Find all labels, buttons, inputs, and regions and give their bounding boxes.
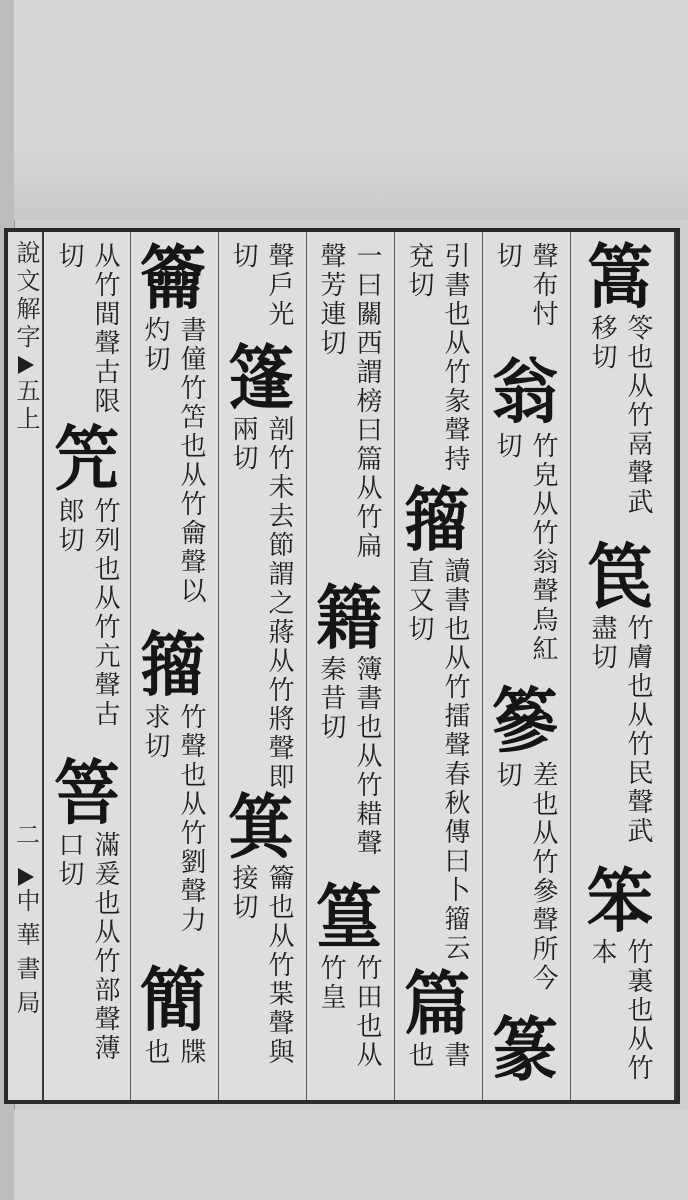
text-column-2 [484, 242, 566, 1090]
book-title: 說文解字 [12, 240, 40, 352]
gloss-text: 从竹間聲古限切 [54, 242, 120, 416]
fishtail-mark-icon [18, 868, 34, 886]
column-rule [482, 232, 483, 1100]
gloss-text: 書僮竹笘也从竹龠聲以灼切 [140, 316, 206, 607]
gloss-text: 差也从竹參聲所今切 [492, 761, 558, 994]
gloss-text: 牒也 [140, 1037, 206, 1067]
seal-character: 箕 [228, 785, 294, 868]
seal-character: 籍 [316, 576, 382, 659]
gloss-text: 聲布忖切 [492, 242, 558, 329]
seal-character: 籥 [140, 237, 206, 320]
printed-page-frame [4, 228, 680, 1104]
fishtail-mark-icon [18, 356, 34, 374]
margin-rule [674, 232, 676, 1100]
column-rule [130, 232, 131, 1100]
page-number: 二 [11, 822, 40, 846]
gloss-text: 滿爰也从竹部聲薄口切 [54, 830, 120, 1063]
column-rule [306, 232, 307, 1100]
center-margin-strip [8, 232, 44, 1100]
seal-character: 箁 [54, 751, 120, 834]
seal-character: 笢 [587, 535, 653, 618]
seal-character: 篙 [587, 236, 653, 319]
seal-character: 笨 [587, 860, 653, 943]
seal-character: 篁 [316, 875, 382, 958]
gloss-text: 竹皃从竹翁聲烏紅切 [492, 432, 558, 665]
gloss-text: 書也 [404, 1041, 470, 1071]
gloss-text: 聲戶光切 [228, 242, 294, 329]
gloss-text: 笭也从竹鬲聲武移切 [587, 314, 653, 518]
gloss-text: 簿書也从竹耤聲秦昔切 [316, 654, 382, 858]
gloss-text: 竹裏也从竹本 [587, 938, 653, 1084]
seal-character: 簡 [140, 958, 206, 1041]
seal-character: 笐 [54, 418, 120, 501]
seal-character: 篆 [492, 1008, 558, 1091]
gloss-text: 竹聲也从竹劉聲力求切 [140, 703, 206, 936]
publisher-label: 中華書局 [12, 888, 40, 1024]
text-column-7 [46, 242, 128, 1090]
seal-character: 篇 [404, 963, 470, 1046]
seal-character: 篷 [228, 336, 294, 419]
seal-character: 籀 [140, 624, 206, 706]
text-column-3 [396, 242, 478, 1090]
text-column-4 [308, 242, 390, 1090]
gloss-text: 籥也从竹枼聲與接切 [228, 863, 294, 1067]
seal-character: 翁 [492, 350, 558, 433]
gloss-text: 一曰關西謂榜曰篇从竹扁聲芳連切 [316, 242, 382, 561]
blank-upper-leaf [14, 0, 688, 218]
gloss-text: 竹列也从竹亢聲古郎切 [54, 497, 120, 730]
text-column-6 [132, 237, 214, 1090]
text-column-1 [572, 236, 668, 1090]
gloss-text: 竹田也从竹皇 [316, 953, 382, 1070]
gloss-text: 剖竹未去節謂之蔣从竹將聲即兩切 [228, 414, 294, 792]
seal-character: 篸 [492, 679, 558, 762]
column-rule [218, 232, 219, 1100]
gloss-text: 讀書也从竹擂聲春秋傳曰卜籀云直又切 [404, 556, 470, 963]
gloss-text: 竹膚也从竹民聲武盡切 [587, 613, 653, 846]
gloss-text: 引書也从竹彖聲持兗切 [404, 242, 470, 474]
chapter-label: 五上 [12, 378, 40, 434]
text-column-5 [220, 242, 302, 1090]
margin-rule [42, 232, 44, 1100]
column-rule [394, 232, 395, 1100]
column-rule [570, 232, 571, 1100]
blank-lower-leaf [14, 1110, 688, 1200]
seal-character: 籀 [404, 478, 470, 561]
